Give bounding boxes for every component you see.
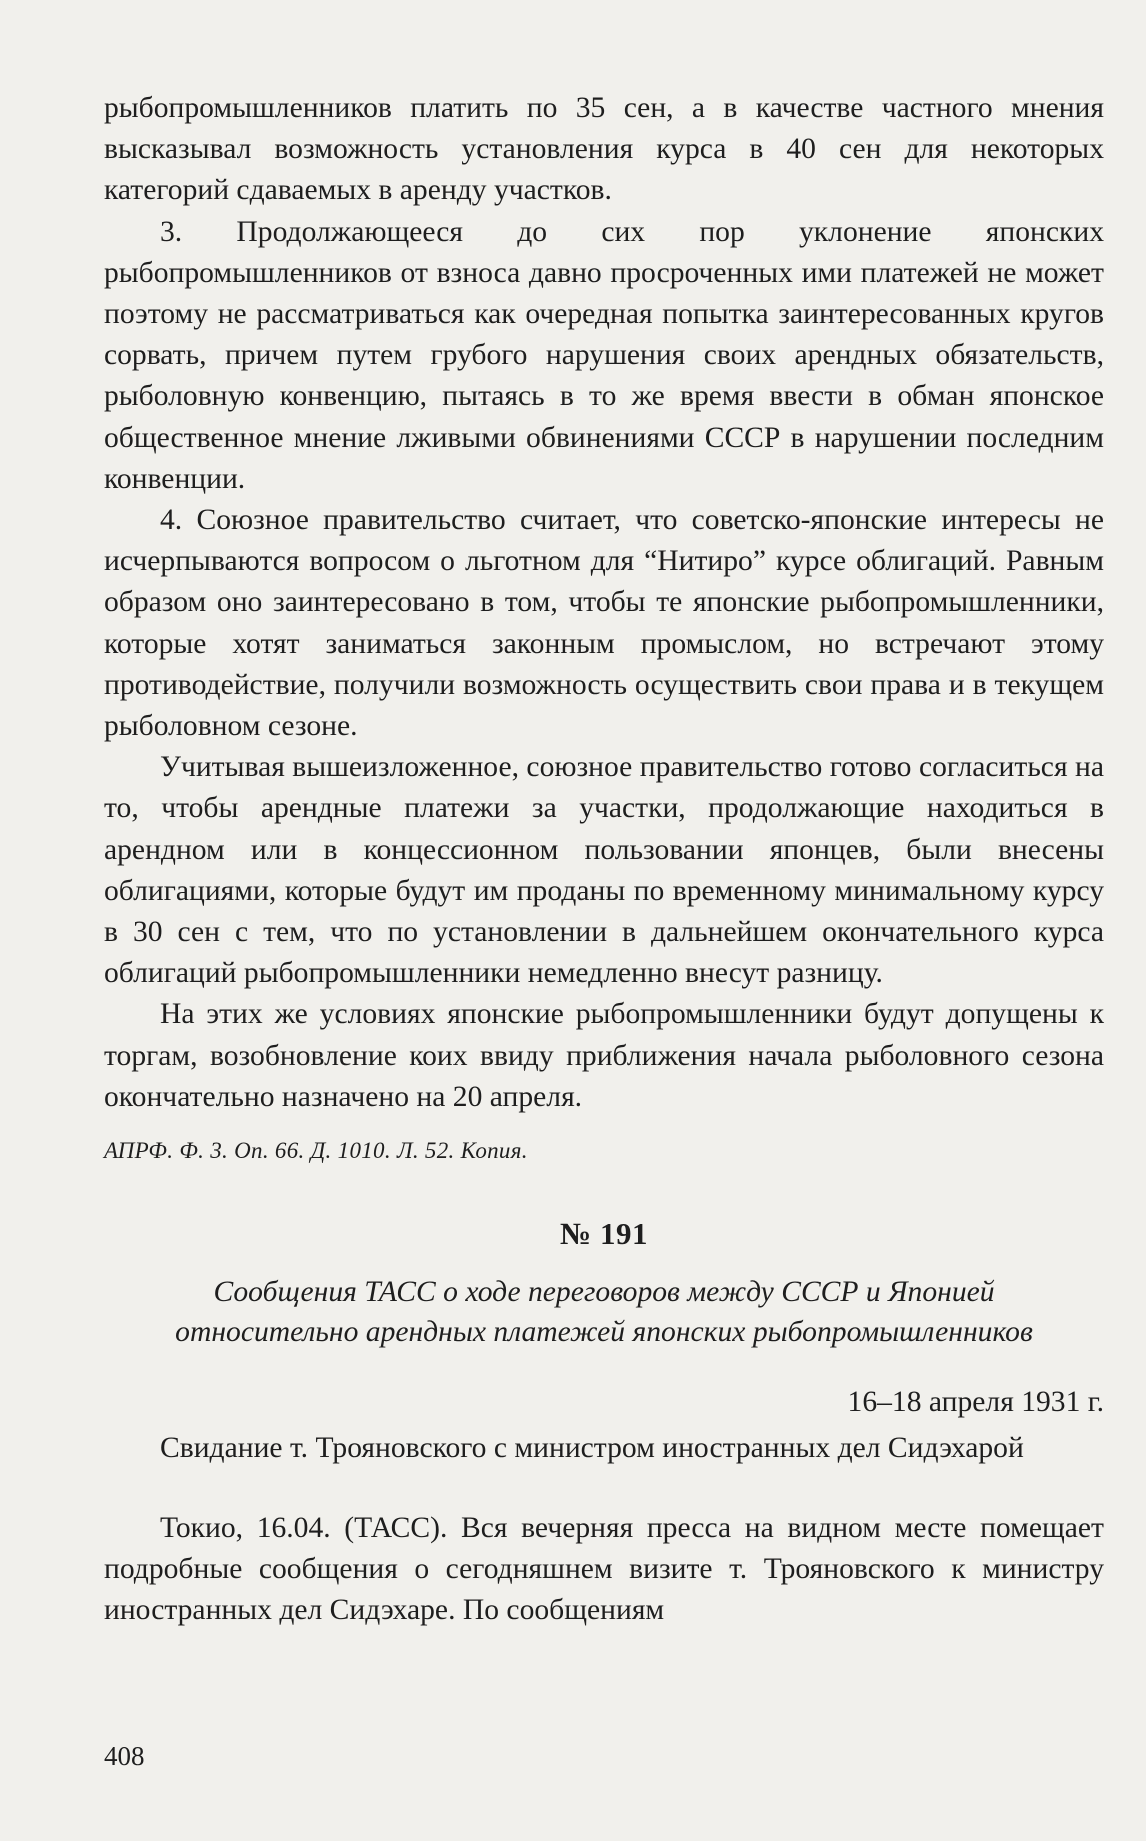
- paragraph-tokyo-report: Токио, 16.04. (ТАСС). Вся вечерняя пресса на видном месте помещает подробные сообщения о сегодняшнем визите т. Трояновского к министру иностранных дел Сидэхаре. По сообщениям: [104, 1512, 1104, 1627]
- document-number: № 191: [560, 1216, 648, 1252]
- document-title: Сообщения ТАСС о ходе переговоров между СССР и Японией относительно арендных платежей японских рыбопромышленников: [175, 1276, 1033, 1349]
- page-number: 408: [104, 1741, 145, 1771]
- paragraph-point-3: 3. Продолжающееся до сих пор уклонение японских рыбопромышленников от взноса давно просроченных ими платежей не может поэтому не рассматриваться как очередная попытка заинтересованных кругов сорвать, причем путем грубого нарушения своих арендных обязательств, рыболовную конвенцию, пытаясь в то же время ввести в обман японское общественное мнение лживыми обвинениями СССР в нарушении последним конвенции.: [104, 215, 1104, 495]
- page-content: [104, 88, 1104, 1632]
- archive-source-reference: АПРФ. Ф. 3. Оп. 66. Д. 1010. Л. 52. Копия.: [104, 1138, 528, 1164]
- paragraph-conditions: На этих же условиях японские рыбопромышленники будут допущены к торгам, возобновление коих ввиду приближения начала рыболовного сезона окончательно назначено на 20 апреля.: [104, 998, 1104, 1113]
- section-subheading: Свидание т. Трояновского с министром иностранных дел Сидэхарой: [160, 1432, 1024, 1465]
- paragraph-point-4: 4. Союзное правительство считает, что советско-японские интересы не исчерпываются вопросом о льготном для “Нитиро” курсе облигаций. Равным образом оно заинтересовано в том, чтобы те японские рыбопромышленники, которые хотят заниматься законным промыслом, но встречают этому противодействие, получили возможность осуществить свои права и в текущем рыболовном сезоне.: [104, 504, 1104, 743]
- document-date: 16–18 апреля 1931 г.: [847, 1386, 1104, 1419]
- paragraph-continuation: рыбопромышленников платить по 35 сен, а в качестве частного мнения высказывал возможность установления курса в 40 сен для некоторых категорий сдаваемых в аренду участков.: [104, 92, 1104, 207]
- paragraph-considering: Учитывая вышеизложенное, союзное правительство готово согласиться на то, чтобы арендные платежи за участки, продолжающие находиться в арендном или в концессионном пользовании японцев, были внесены облигациями, которые будут им проданы по временному минимальному курсу в 30 сен с тем, что по установлении в дальнейшем окончательного курса облигаций рыбопромышленники немедленно внесут разницу.: [104, 751, 1104, 990]
